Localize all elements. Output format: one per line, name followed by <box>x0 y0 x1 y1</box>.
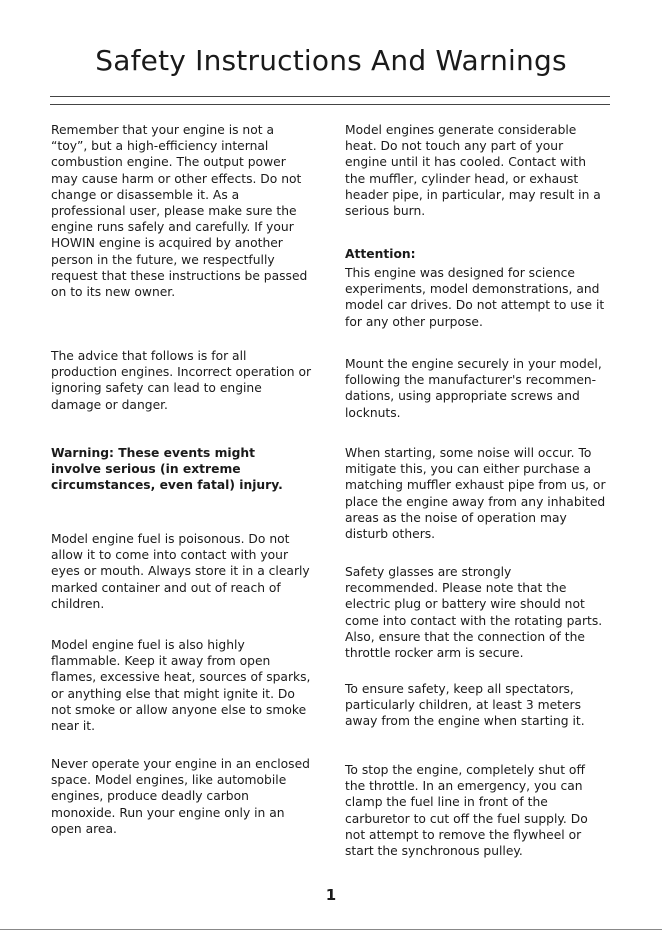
left-paragraph-fuel-flammable: Model engine fuel is also highly flammable. Keep it away from open flames, excessive heat, sources of sparks, or anything else that might ignite it. Do not smoke or allow anyone else to smoke near it. <box>51 638 311 734</box>
right-paragraph-spectators: To ensure safety, keep all spectators, particularly children, at least 3 meters away from the engine when starting it. <box>345 682 585 729</box>
right-paragraph-noise: When starting, some noise will occur. To mitigate this, you can either purchase a matching muffler exhaust pipe from us, or place the engine away from any inhabited areas as the noise of operation may disturb others. <box>345 446 606 542</box>
warning-heading: Warning: These events might involve serious (in extreme circumstances, even fatal) injury. <box>51 446 283 493</box>
attention-heading: Attention: <box>345 247 416 261</box>
right-paragraph-stop-engine: To stop the engine, completely shut off the throttle. In an emergency, you can clamp the fuel line in front of the carburetor to cut off the fuel supply. Do not attempt to remove the flywheel or start the synchronous pulley. <box>345 763 588 859</box>
page-number: 1 <box>325 886 337 904</box>
right-paragraph-safety-glasses: Safety glasses are strongly recommended. Please note that the electric plug or battery wire should not come into contact with the rotating parts. Also, ensure that the connection of the throttle rocker arm is secure. <box>345 565 603 661</box>
page-title: Safety Instructions And Warnings <box>95 44 567 77</box>
title-divider-bottom <box>50 104 610 105</box>
title-divider-top <box>50 96 610 97</box>
left-paragraph-fuel-poison: Model engine fuel is poisonous. Do not allow it to come into contact with your eyes or mouth. Always store it in a clearly marked container and out of reach of children. <box>51 532 310 611</box>
bottom-edge-line <box>0 929 662 930</box>
right-paragraph-mount: Mount the engine securely in your model, following the manufacturer's recommen-dations, using appropriate screws and locknuts. <box>345 357 602 420</box>
right-paragraph-purpose: This engine was designed for science experiments, model demonstrations, and model car drives. Do not attempt to use it for any other purpose. <box>345 266 605 329</box>
right-paragraph-heat: Model engines generate considerable heat. Do not touch any part of your engine until it has cooled. Contact with the muffler, cylinder head, or exhaust header pipe, in particular, may result in a serious burn. <box>345 123 601 219</box>
left-paragraph-intro: Remember that your engine is not a “toy”, but a high-efficiency internal combustion engine. The output power may cause harm or other effects. Do not change or disassemble it. As a professional user, please make sure the engine runs safely and carefully. If your HOWIN engine is acquired by another person in the future, we respectfully request that these instructions be passed on to its new owner. <box>51 123 308 300</box>
left-paragraph-advice: The advice that follows is for all production engines. Incorrect operation or ignoring safety can lead to engine damage or danger. <box>51 349 312 412</box>
left-paragraph-enclosed-space: Never operate your engine in an enclosed space. Model engines, like automobile engines, produce deadly carbon monoxide. Run your engine only in an open area. <box>51 757 310 836</box>
